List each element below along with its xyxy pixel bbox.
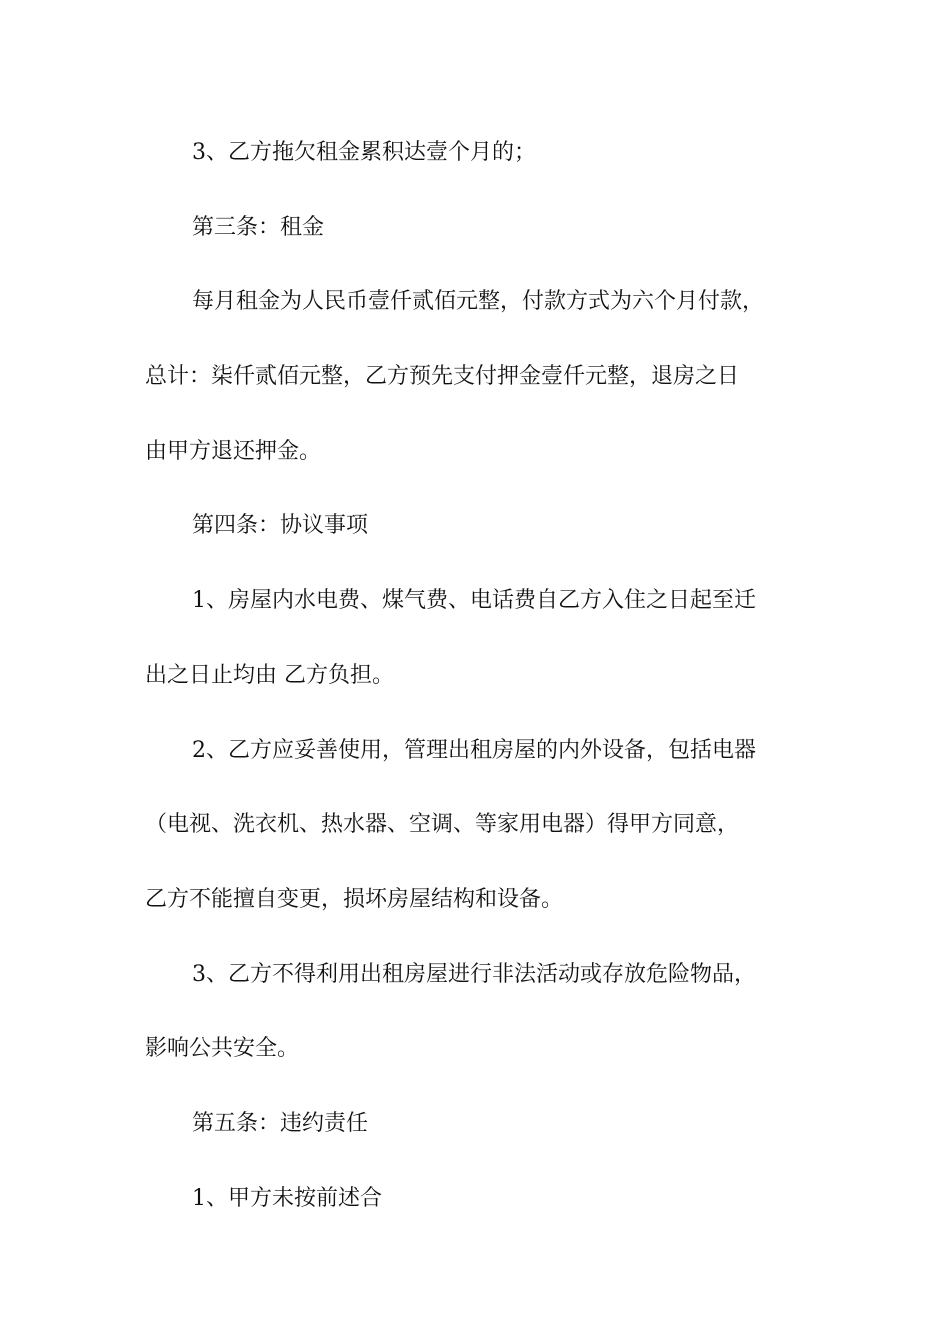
- section-heading-liability: 第五条：违约责任: [192, 1110, 369, 1136]
- paragraph-line: 乙方不能擅自变更，损坏房屋结构和设备。: [145, 886, 564, 912]
- paragraph-line: 总计：柒仟贰佰元整，乙方预先支付押金壹仟元整，退房之日: [145, 364, 740, 390]
- paragraph-line: 3、乙方拖欠租金累积达壹个月的；: [192, 140, 536, 165]
- paragraph-line: 3、乙方不得利用出租房屋进行非法活动或存放危险物品，: [192, 961, 756, 987]
- paragraph-line: （电视、洗衣机、热水器、空调、等家用电器）得甲方同意，: [145, 812, 740, 838]
- paragraph-line: 1、房屋内水电费、煤气费、电话费自乙方入住之日起至迁: [192, 588, 756, 614]
- paragraph-line: 1、甲方未按前述合: [192, 1185, 382, 1211]
- paragraph-line: 每月租金为人民币壹仟贰佰元整，付款方式为六个月付款，: [192, 289, 765, 315]
- paragraph-line: 影响公共安全。: [145, 1036, 300, 1062]
- section-heading-agreement: 第四条：协议事项: [192, 513, 369, 539]
- paragraph-line: 出之日止均由 乙方负担。: [145, 662, 394, 688]
- paragraph-line: 2、乙方应妥善使用，管理出租房屋的内外设备，包括电器: [192, 737, 756, 763]
- section-heading-rent: 第三条：租金: [192, 214, 325, 240]
- paragraph-line: 由甲方退还押金。: [145, 438, 322, 464]
- document-body: [145, 128, 815, 1248]
